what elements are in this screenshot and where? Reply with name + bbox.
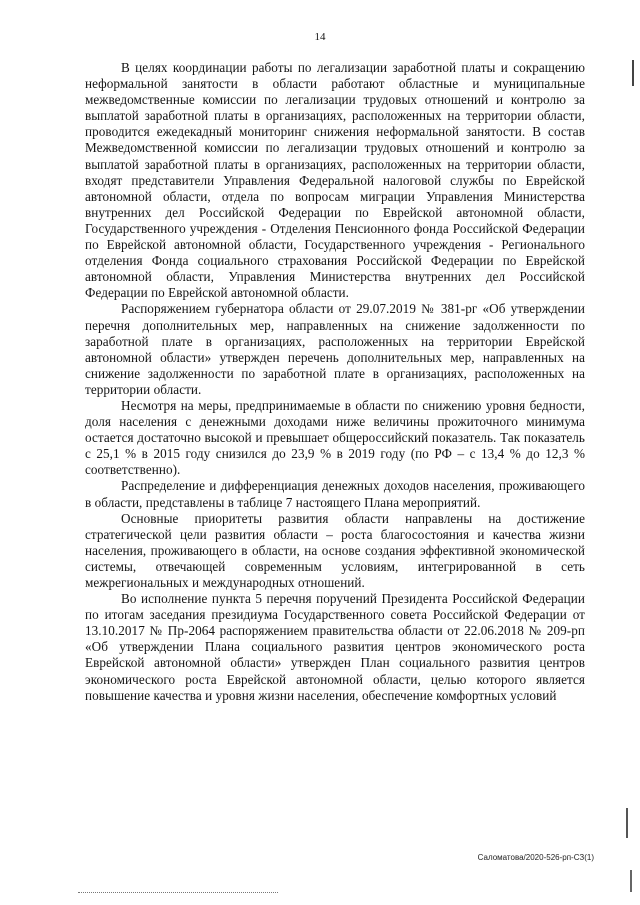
- paragraph: В целях координации работы по легализации заработной платы и сокращению неформальной занятости в области работают областные и муниципальные межведомственные комиссии по легализации трудовых отношений и контролю за выплатой заработной платы в организациях, расположенных на территории области, проводится ежедекадный мониторинг снижения неформальной занятости. В состав Межведомственной комиссии по легализации трудовых отношений и контролю за выплатой заработной платы в организациях, расположенных на территории области, входят представители Управления Федеральной налоговой службы по Еврейской автономной области, отдела по вопросам миграции Управления Министерства внутренних дел Российской Федерации по Еврейской автономной области, Государственного учреждения - Отделения Пенсионного фонда Российской Федерации по Еврейской автономной области, Государственного учреждения - Регионального отделения Фонда социального страхования Российской Федерации по Еврейской автономной области, Управления Министерства внутренних дел Российской Федерации по Еврейской автономной области.: [85, 60, 585, 301]
- scan-artifact-dots: [78, 892, 278, 895]
- scan-artifact-edge-bottom: [626, 808, 628, 838]
- document-footer-code: Саломатова/2020-526-рп-СЗ(1): [477, 853, 594, 862]
- document-body: [85, 60, 585, 704]
- paragraph: Распределение и дифференциация денежных доходов населения, проживающего в области, представлены в таблице 7 настоящего Плана мероприятий.: [85, 478, 585, 510]
- scan-artifact-edge: [632, 60, 634, 86]
- paragraph: Распоряжением губернатора области от 29.07.2019 № 381-рг «Об утверждении перечня дополнительных мер, направленных на снижение задолженности по заработной плате в организациях, расположенных на территории Еврейской автономной области» утвержден перечень дополнительных мер, направленных на снижение задолженности по заработной плате в организациях, расположенных на территории области.: [85, 301, 585, 397]
- paragraph: Во исполнение пункта 5 перечня поручений Президента Российской Федерации по итогам заседания президиума Государственного совета Российской Федерации от 13.10.2017 № Пр-2064 распоряжением правительства области от 22.06.2018 № 209-рп «Об утверждении Плана социального развития центров экономического роста Еврейской автономной области» утвержден План социального развития центров экономического роста Еврейской автономной области, целью которого является повышение качества и уровня жизни населения, обеспечение комфортных условий: [85, 591, 585, 703]
- paragraph: Основные приоритеты развития области направлены на достижение стратегической цели развития области – роста благосостояния и качества жизни населения, проживающего в области, на основе создания эффективной экономической системы, отвечающей современным условиям, интегрированной в сеть межрегиональных и международных отношений.: [85, 510, 585, 590]
- paragraph: Несмотря на меры, предпринимаемые в области по снижению уровня бедности, доля населения с денежными доходами ниже величины прожиточного минимума остается достаточно высокой и превышает общероссийский показатель. Так показатель с 25,1 % в 2015 году снизился до 23,9 % в 2019 году (по РФ – с 13,4 % до 12,3 % соответственно).: [85, 397, 585, 478]
- page-number: 14: [314, 31, 326, 43]
- scan-artifact-corner: [630, 870, 632, 892]
